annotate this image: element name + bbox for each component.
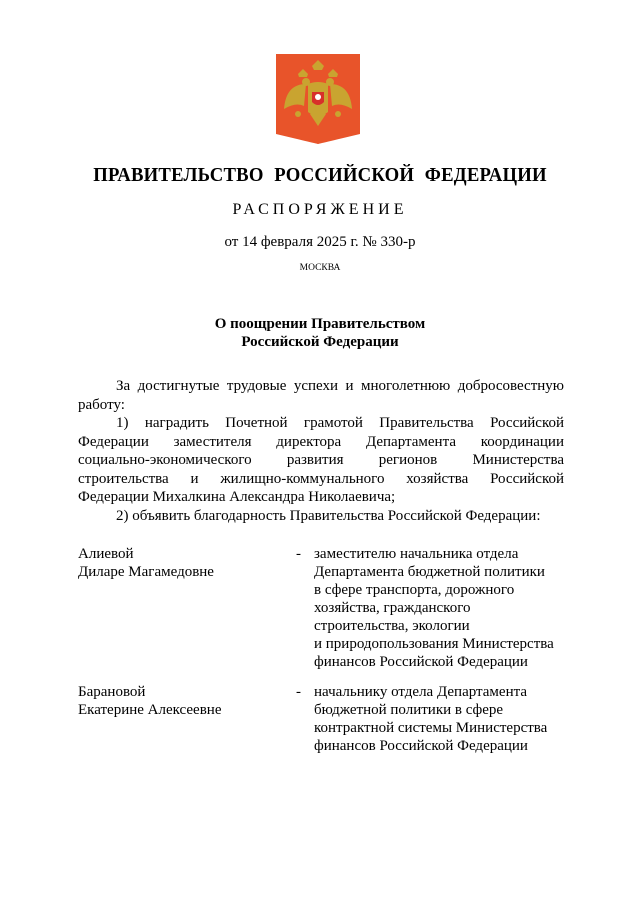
recipient-1-given-name: Диларе Магамедовне <box>78 564 214 580</box>
document-subject <box>0 315 640 351</box>
recipient-1-position <box>314 545 564 671</box>
item1-line-3: социально-экономического развития регионов Министерства <box>78 452 564 468</box>
intro-paragraph <box>78 377 564 414</box>
document-type: РАСПОРЯЖЕНИЕ <box>232 201 408 218</box>
russian-coat-of-arms-icon <box>276 54 360 144</box>
intro-line-2: работу: <box>78 396 125 413</box>
recipient-1-position-line: хозяйства, гражданского <box>314 600 471 616</box>
government-title: ПРАВИТЕЛЬСТВО РОССИЙСКОЙ ФЕДЕРАЦИИ <box>93 165 547 186</box>
item1-line-1: 1) наградить Почетной грамотой Правительства Российской <box>116 415 564 431</box>
recipient-1-surname: Алиевой <box>78 546 134 562</box>
recipient-1-position-line: строительства, экологии <box>314 618 470 634</box>
recipient-2 <box>78 683 564 755</box>
recipient-2-name <box>78 683 278 719</box>
document-city: МОСКВА <box>299 263 341 273</box>
recipient-1-position-line: заместителю начальника отдела <box>314 546 519 562</box>
recipient-1-position-line: Департамента бюджетной политики <box>314 564 545 580</box>
item1-line-4: строительства и жилищно-коммунального хозяйства Российской <box>78 470 564 487</box>
item-2-paragraph: 2) объявить благодарность Правительства Российской Федерации: <box>116 507 541 524</box>
recipient-2-position-line: начальнику отдела Департамента <box>314 684 527 700</box>
recipient-1-position-line: в сфере транспорта, дорожного <box>314 582 515 598</box>
recipient-1 <box>78 545 564 671</box>
recipient-2-position-line: финансов Российской Федерации <box>314 738 528 754</box>
document-body <box>78 377 564 525</box>
subject-line-1: О поощрении Правительством <box>214 316 426 332</box>
item1-line-2: Федерации заместителя директора Департамента координации <box>78 433 564 450</box>
recipient-1-name <box>78 545 278 581</box>
recipient-2-position <box>314 683 564 755</box>
recipient-1-dash: - <box>296 546 301 562</box>
recipient-1-position-line: финансов Российской Федерации <box>314 654 528 670</box>
document-date-number: от 14 февраля 2025 г. № 330-р <box>224 234 416 250</box>
recipient-2-position-line: контрактной системы Министерства <box>314 720 548 736</box>
recipient-1-position-line: и природопользования Министерства <box>314 636 554 652</box>
item-1-paragraph <box>78 414 564 507</box>
intro-line-1: За достигнутые трудовые успехи и многолетнюю добросовестную <box>116 378 564 394</box>
recipient-2-dash: - <box>296 684 301 700</box>
recipient-2-given-name: Екатерине Алексеевне <box>78 702 222 718</box>
recipient-2-position-line: бюджетной политики в сфере <box>314 702 504 718</box>
recipient-2-surname: Барановой <box>78 684 146 700</box>
item1-line-5: Федерации Михалкина Александра Николаевича; <box>78 489 396 505</box>
subject-line-2: Российской Федерации <box>241 334 399 350</box>
